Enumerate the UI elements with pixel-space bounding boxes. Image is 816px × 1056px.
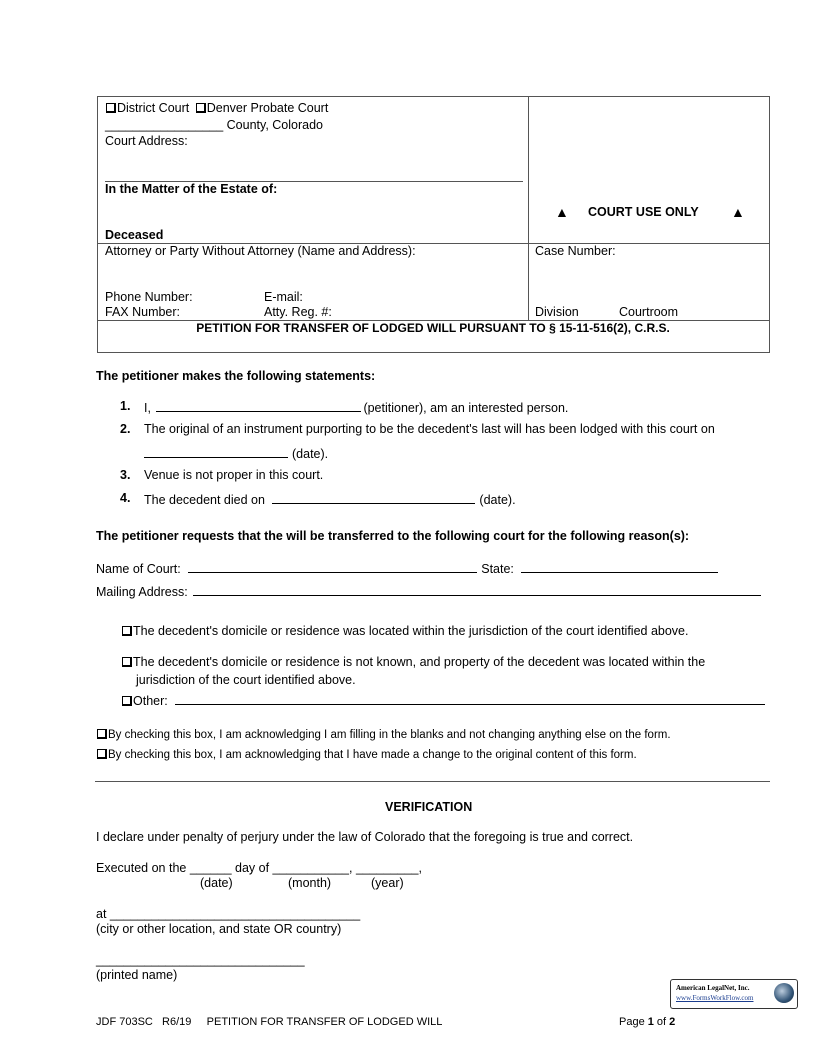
arrow-up-icon: ▲: [555, 204, 569, 220]
death-date-field[interactable]: [272, 491, 475, 504]
reason-2: [122, 655, 705, 669]
other-checkbox[interactable]: [122, 696, 132, 706]
date-caption: (date): [200, 876, 233, 890]
page-prefix: Page: [619, 1016, 648, 1028]
month-caption: (month): [288, 876, 332, 890]
verification-heading: VERIFICATION: [385, 800, 473, 814]
denver-probate-label: Denver Probate Court: [206, 101, 329, 115]
americanlegalnet-logo[interactable]: [670, 979, 798, 1009]
statement-2-text: The original of an instrument purporting to be the decedent's last will has been lodged with this court on: [144, 422, 715, 436]
executed-line: Executed on the ______ day of ___________, _________,: [96, 861, 422, 875]
section-divider: [95, 781, 770, 782]
name-of-court-row: [96, 560, 718, 576]
reason-2-checkbox[interactable]: [122, 657, 132, 667]
state-label: State:: [481, 562, 514, 576]
arrow-up-icon: ▲: [731, 204, 745, 220]
item-number: 3.: [120, 468, 131, 482]
attorney-label: Attorney or Party Without Attorney (Name and Address):: [105, 244, 416, 258]
other-label: Other:: [133, 694, 168, 708]
district-court-checkbox[interactable]: [106, 103, 116, 113]
ack-1-text: By checking this box, I am acknowledging I am filling in the blanks and not changing anything else on the form.: [108, 729, 671, 741]
case-number-label: Case Number:: [535, 244, 616, 258]
state-field[interactable]: [521, 560, 718, 573]
page-of: of: [653, 1016, 670, 1028]
form-id: JDF 703SC R6/19 PETITION FOR TRANSFER OF LODGED WILL: [96, 1016, 443, 1028]
item-number: 2.: [120, 422, 131, 436]
other-field[interactable]: [175, 692, 765, 705]
ack-2: [97, 749, 637, 761]
mailing-address-field[interactable]: [193, 583, 761, 596]
court-options: [106, 101, 328, 115]
lodged-date-field[interactable]: [144, 445, 288, 458]
courtroom-label: Courtroom: [619, 305, 679, 319]
statements-heading: The petitioner makes the following statements:: [96, 369, 376, 383]
deceased-label: Deceased: [105, 228, 164, 242]
mailing-address-row: [96, 583, 761, 599]
district-court-label: District Court: [117, 101, 190, 115]
reason-1-checkbox[interactable]: [122, 626, 132, 636]
request-heading: The petitioner requests that the will be transferred to the following court for the following reason(s):: [96, 529, 690, 543]
name-of-court-field[interactable]: [188, 560, 477, 573]
ack-1: [97, 729, 671, 741]
county-line: _________________ County, Colorado: [105, 118, 324, 132]
statement-1: [144, 399, 568, 415]
court-use-only: COURT USE ONLY: [588, 205, 699, 219]
ack-2-checkbox[interactable]: [97, 749, 107, 759]
printed-name-line: ______________________________: [96, 953, 305, 967]
email-label: E-mail:: [264, 290, 303, 304]
fax-label: FAX Number:: [105, 305, 181, 319]
statement-2-suffix: (date).: [292, 447, 329, 461]
ack-1-checkbox[interactable]: [97, 729, 107, 739]
caption-divider: [528, 96, 529, 320]
statement-4-prefix: The decedent died on: [144, 493, 265, 507]
at-line: at ____________________________________: [96, 907, 361, 921]
statement-1-prefix: I,: [144, 401, 151, 415]
logo-company: American LegalNet, Inc.: [676, 984, 750, 992]
logo-url[interactable]: www.FormsWorkFlow.com: [676, 994, 754, 1002]
denver-probate-checkbox[interactable]: [196, 103, 206, 113]
petitioner-name-field[interactable]: [156, 399, 361, 412]
atty-reg-label: Atty. Reg. #:: [264, 305, 332, 319]
name-of-court-label: Name of Court:: [96, 562, 181, 576]
page-total: 2: [669, 1016, 676, 1028]
declaration-text: I declare under penalty of perjury under the law of Colorado that the foregoing is true and correct.: [96, 830, 634, 844]
reason-1: [122, 624, 688, 638]
reason-2-text: The decedent's domicile or residence is not known, and property of the decedent was located within the: [133, 655, 706, 669]
phone-label: Phone Number:: [105, 290, 193, 304]
logo-globe-icon: [774, 983, 794, 1003]
reason-2-line2: jurisdiction of the court identified above.: [136, 673, 356, 687]
page-current: 1: [647, 1016, 654, 1028]
statement-1-suffix: (petitioner), am an interested person.: [363, 401, 569, 415]
matter-label: In the Matter of the Estate of:: [105, 182, 278, 196]
reason-other: [122, 692, 765, 708]
printed-name-caption: (printed name): [96, 968, 178, 982]
division-label: Division: [535, 305, 579, 319]
year-caption: (year): [371, 876, 404, 890]
statement-4-suffix: (date).: [479, 493, 516, 507]
page-number: [619, 1016, 675, 1028]
statement-2-date: [144, 445, 328, 461]
mailing-address-label: Mailing Address:: [96, 585, 188, 599]
ack-2-text: By checking this box, I am acknowledging that I have made a change to the original content of this form.: [108, 749, 637, 761]
statement-3-text: Venue is not proper in this court.: [144, 468, 324, 482]
item-number: 4.: [120, 491, 131, 505]
item-number: 1.: [120, 399, 131, 413]
form-title: PETITION FOR TRANSFER OF LODGED WILL PURSUANT TO § 15-11-516(2), C.R.S.: [196, 321, 670, 335]
reason-1-text: The decedent's domicile or residence was located within the jurisdiction of the court identified above.: [133, 624, 689, 638]
location-caption: (city or other location, and state OR country): [96, 922, 342, 936]
statement-4: [144, 491, 516, 507]
court-address-label: Court Address:: [105, 134, 188, 148]
